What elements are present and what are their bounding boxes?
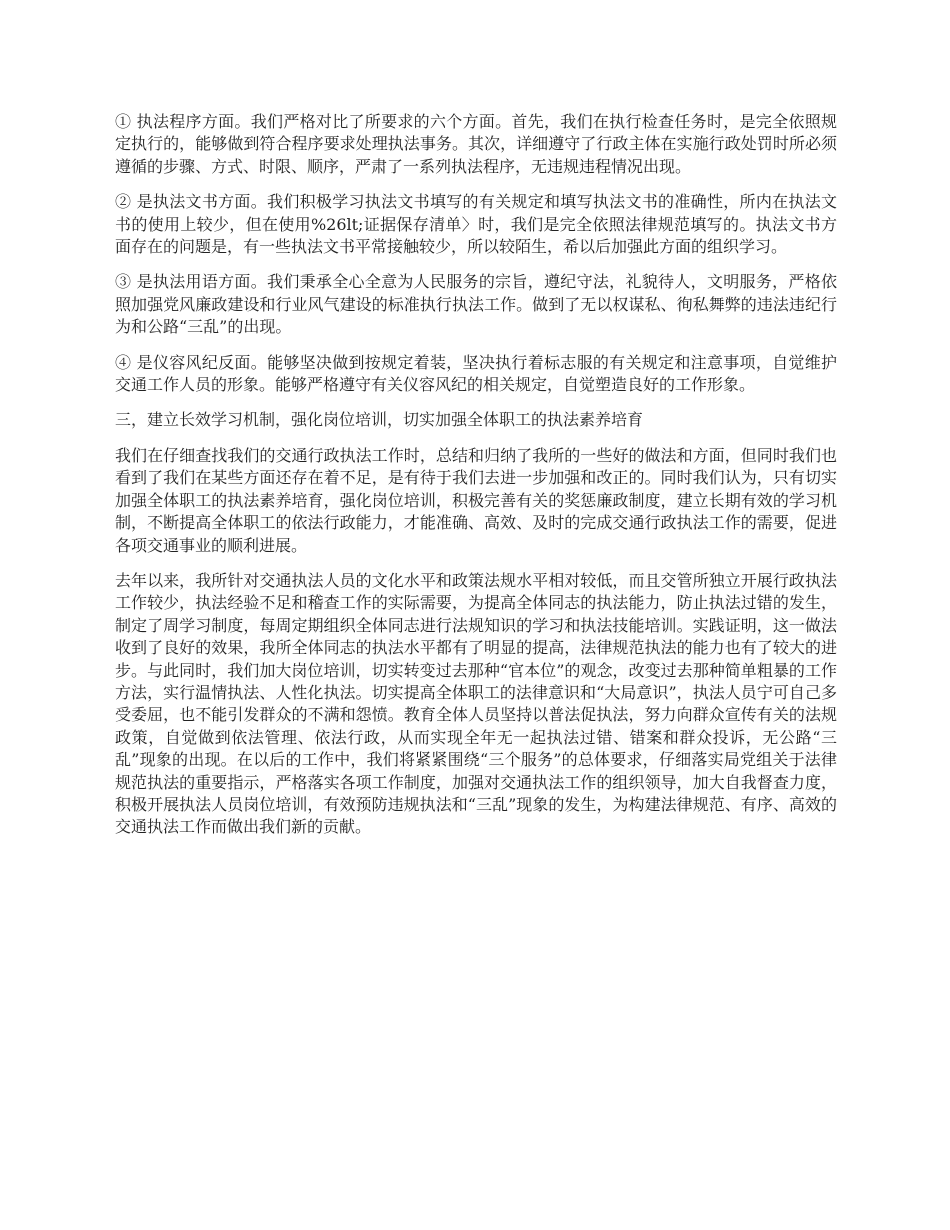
- paragraph-appearance-discipline: ④ 是仪容风纪反面。能够坚决做到按规定着装，坚决执行着标志服的有关规定和注意事项，自觉维护交通工作人员的形象。能够严格遵守有关仪容风纪的相关规定，自觉塑造良好的工作形象。: [115, 352, 837, 395]
- paragraph-training-results: 去年以来，我所针对交通执法人员的文化水平和政策法规水平相对较低，而且交管所独立开展行政执法工作较少，执法经验不足和稽查工作的实际需要，为提高全体同志的执法能力，防止执法过错的发生，制定了周学习制度，每周定期组织全体同志进行法规知识的学习和执法技能培训。实践证明，这一做法收到了良好的效果，我所全体同志的执法水平都有了明显的提高，法律规范执法的能力也有了较大的进步。与此同时，我们加大岗位培训，切实转变过去那种“官本位”的观念，改变过去那种简单粗暴的工作方法，实行温情执法、人性化执法。切实提高全体职工的法律意识和“大局意识”，执法人员宁可自己多受委屈，也不能引发群众的不满和怨愤。教育全体人员坚持以普法促执法，努力向群众宣传有关的法规政策，自觉做到依法管理、依法行政，从而实现全年无一起执法过错、错案和群众投诉，无公路“三乱”现象的出现。在以后的工作中，我们将紧紧围绕“三个服务”的总体要求，仔细落实局党组关于法律规范执法的重要指示，严格落实各项工作制度，加强对交通执法工作的组织领导，加大自我督查力度，积极开展执法人员岗位培训，有效预防违规执法和“三乱”现象的发生，为构建法律规范、有序、高效的交通执法工作而做出我们新的贡献。: [115, 570, 837, 837]
- paragraph-learning-mechanism: 我们在仔细查找我们的交通行政执法工作时，总结和归纳了我所的一些好的做法和方面，但同时我们也看到了我们在某些方面还存在着不足，是有待于我们去进一步加强和改正的。同时我们认为，只有切实加强全体职工的执法素养培育，强化岗位培训，积极完善有关的奖惩廉政制度，建立长期有效的学习机制，不断提高全体职工的依法行政能力，才能准确、高效、及时的完成交通行政执法工作的需要，促进各项交通事业的顺利进展。: [115, 445, 837, 555]
- paragraph-enforcement-language: ③ 是执法用语方面。我们秉承全心全意为人民服务的宗旨，遵纪守法，礼貌待人，文明服务，严格依照加强党风廉政建设和行业风气建设的标准执行执法工作。做到了无以权谋私、徇私舞弊的违法违纪行为和公路“三乱”的出现。: [115, 272, 837, 337]
- section-heading-three: 三，建立长效学习机制，强化岗位培训，切实加强全体职工的执法素养培育: [115, 410, 644, 430]
- document-body: [115, 111, 837, 852]
- paragraph-enforcement-documents: ② 是执法文书方面。我们积极学习执法文书填写的有关规定和填写执法文书的准确性，所内在执法文书的使用上较少，但在使用%26lt;证据保存清单〉时，我们是完全依照法律规范填写的。执法文书方面存在的问题是，有一些执法文书平常接触较少，所以较陌生，希以后加强此方面的组织学习。: [115, 192, 837, 257]
- paragraph-enforcement-procedure: ① 执法程序方面。我们严格对比了所要求的六个方面。首先，我们在执行检查任务时，是完全依照规定执行的，能够做到符合程序要求处理执法事务。其次，详细遵守了行政主体在实施行政处罚时所必须遵循的步骤、方式、时限、顺序，严肃了一系列执法程序，无违规违程情况出现。: [115, 112, 837, 176]
